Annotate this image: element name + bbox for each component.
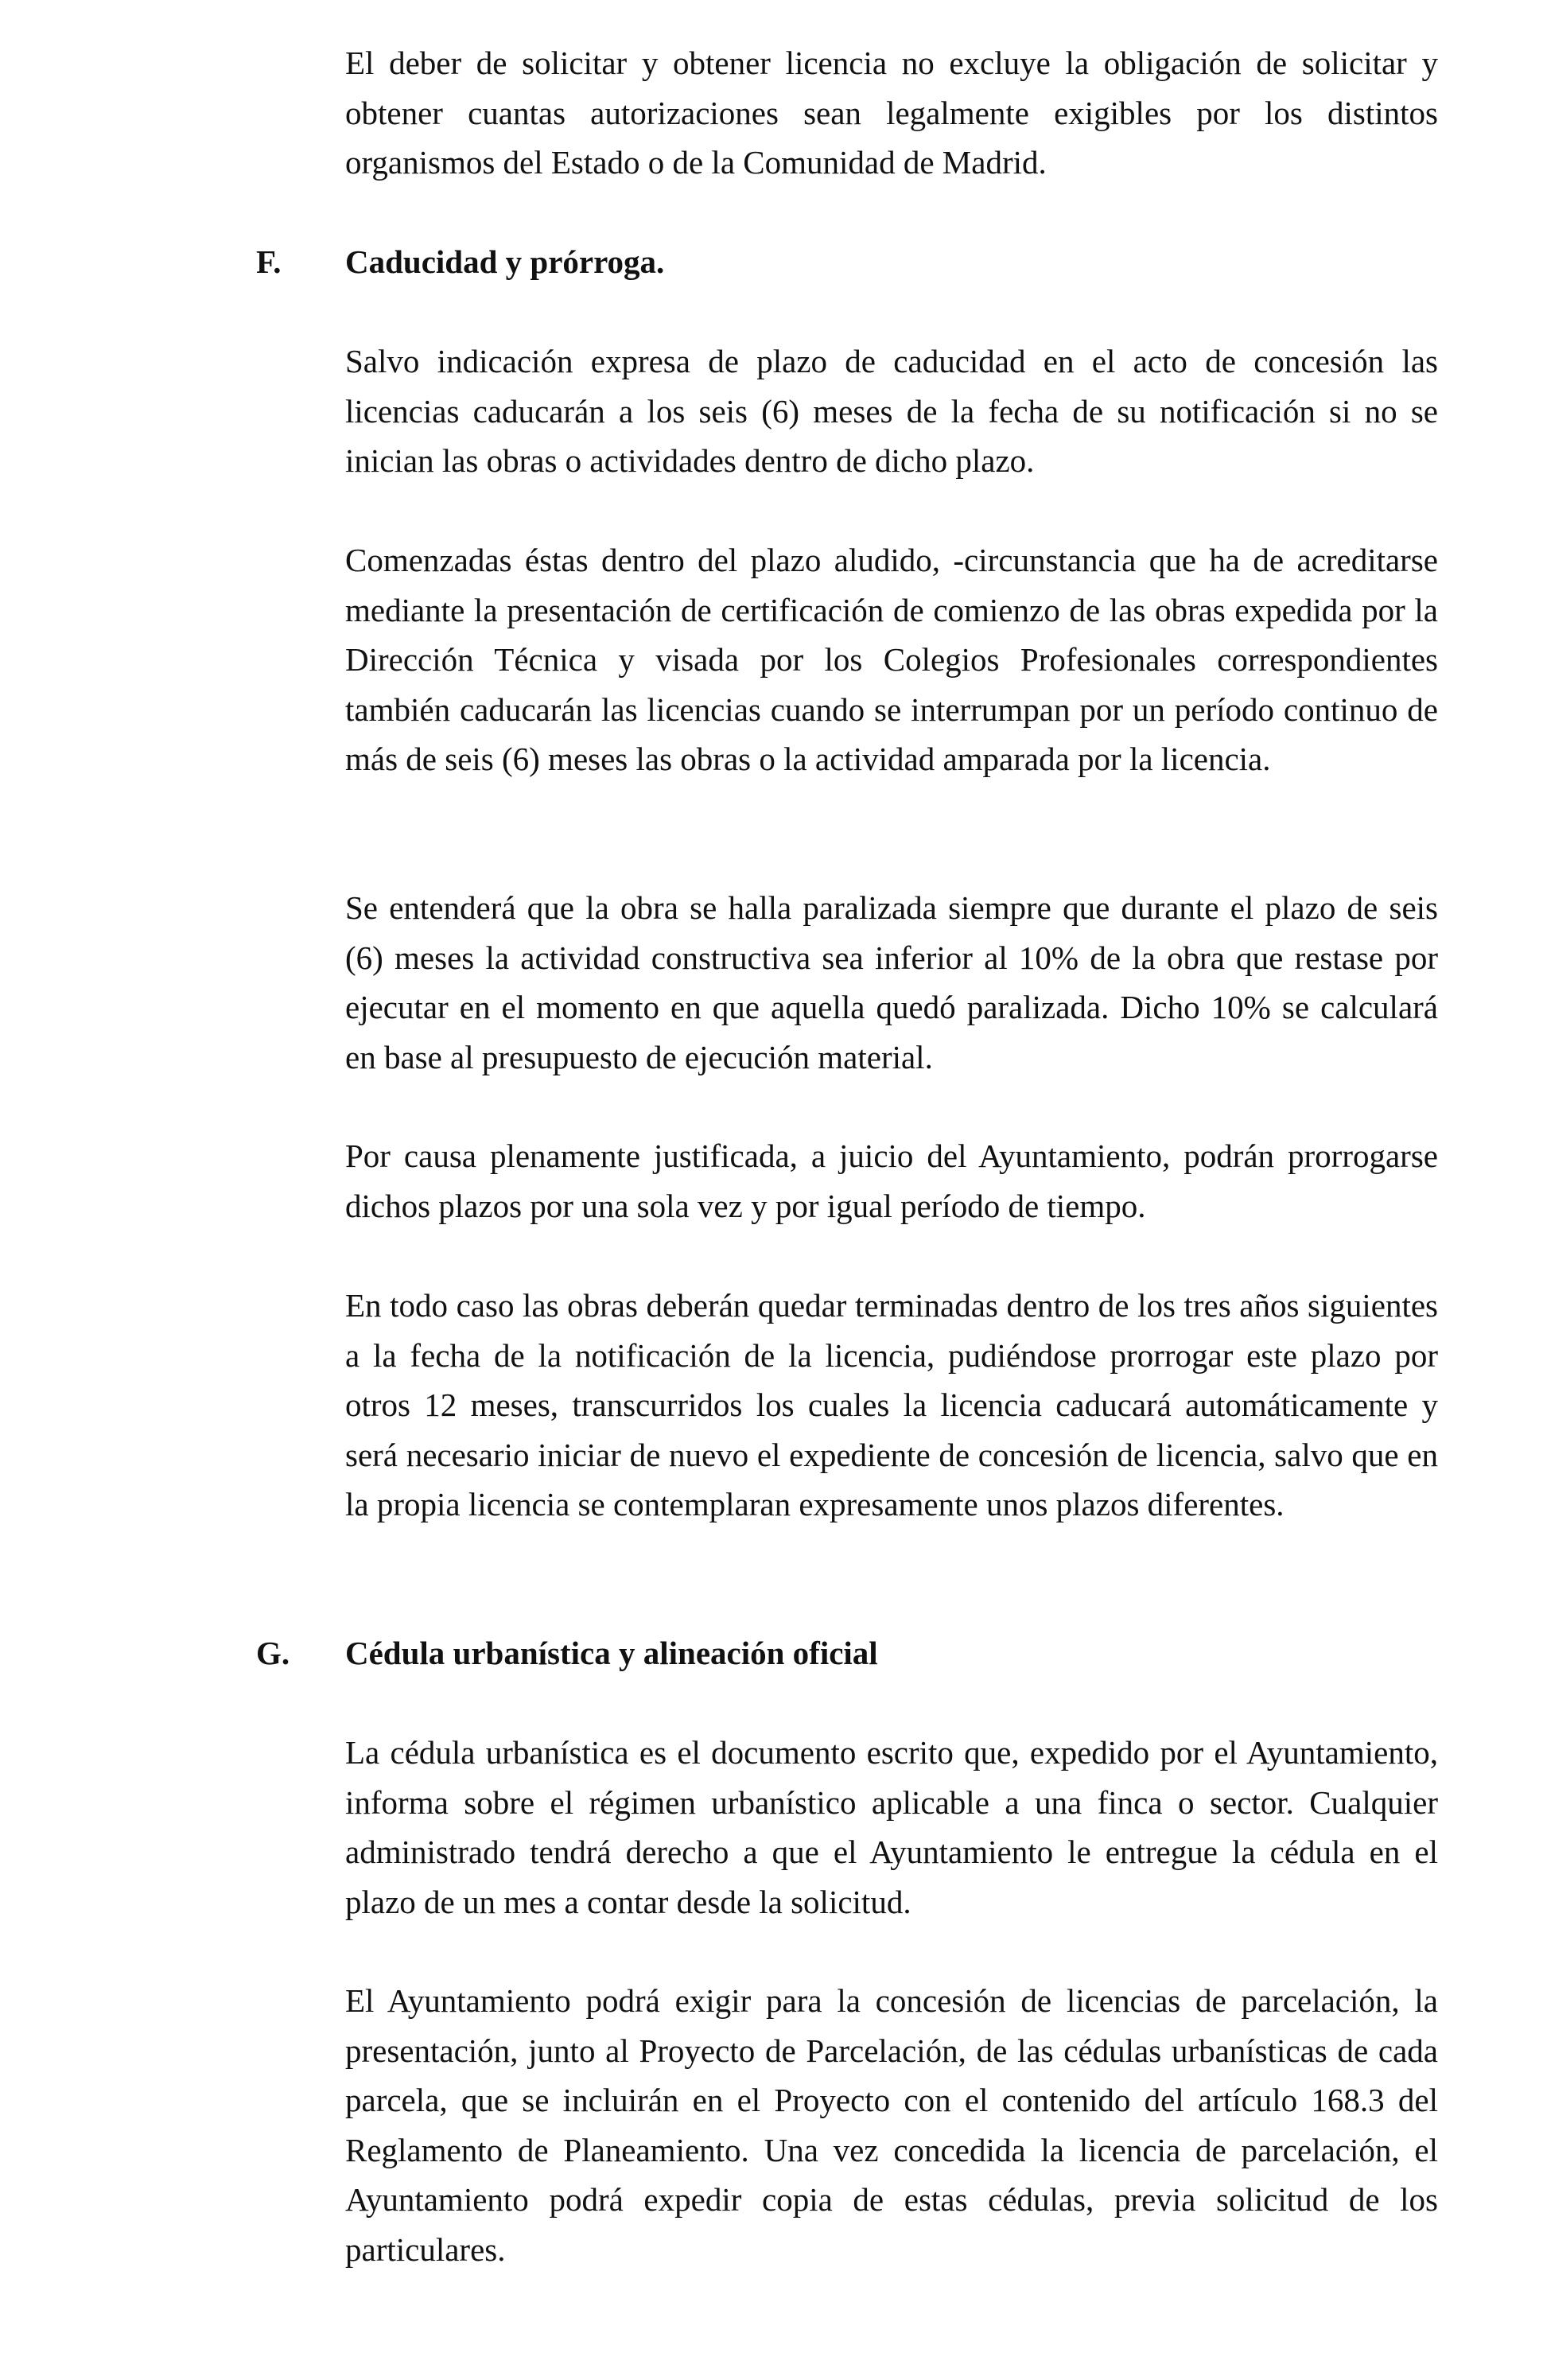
section-g-letter: G. xyxy=(256,1635,290,1671)
section-f-paragraph-2: Comenzadas éstas dentro del plazo aludido, -circunstancia que ha de acreditarse mediante la presentación de certificación de comienzo de las obras expedida por la Dirección Técnica y visada por los Colegios Profesionales correspondientes también caducarán las licencias cuando se interrumpan por un período continuo de más de seis (6) meses las obras o la actividad amparada por la licencia. xyxy=(345,542,1438,777)
section-f-letter: F. xyxy=(256,243,282,280)
section-f-title: Caducidad y prórroga. xyxy=(345,243,665,280)
section-g-title: Cédula urbanística y alineación oficial xyxy=(345,1635,878,1671)
section-g-paragraph-1: La cédula urbanística es el documento escrito que, expedido por el Ayuntamiento, informa sobre el régimen urbanístico aplicable a una finca o sector. Cualquier administrado tendrá derecho a que el Ayuntamiento le entregue la cédula en el plazo de un mes a contar desde la solicitud. xyxy=(345,1734,1438,1920)
intro-paragraph: El deber de solicitar y obtener licencia no excluye la obligación de solicitar y obtener cuantas autorizaciones sean legalmente exigibles por los distintos organismos del Estado o de la Comunidad de Madrid. xyxy=(345,45,1438,181)
section-f-paragraph-5: En todo caso las obras deberán quedar terminadas dentro de los tres años siguientes a la fecha de la notificación de la licencia, pudiéndose prorrogar este plazo por otros 12 meses, transcurridos los cuales la licencia caducará automáticamente y será necesario iniciar de nuevo el expediente de concesión de licencia, salvo que en la propia licencia se contemplaran expresamente unos plazos diferentes. xyxy=(345,1287,1438,1522)
section-f-paragraph-4: Por causa plenamente justificada, a juicio del Ayuntamiento, podrán prorrogarse dichos plazos por una sola vez y por igual período de tiempo. xyxy=(345,1138,1438,1224)
section-g-paragraph-2: El Ayuntamiento podrá exigir para la concesión de licencias de parcelación, la presentación, junto al Proyecto de Parcelación, de las cédulas urbanísticas de cada parcela, que se incluirán en el Proyecto con el contenido del artículo 168.3 del Reglamento de Planeamiento. Una vez concedida la licencia de parcelación, el Ayuntamiento podrá expedir copia de estas cédulas, previa solicitud de los particulares. xyxy=(345,1982,1438,2268)
section-f-paragraph-1: Salvo indicación expresa de plazo de caducidad en el acto de concesión las licencias caducarán a los seis (6) meses de la fecha de su notificación si no se inician las obras o actividades dentro de dicho plazo. xyxy=(345,343,1438,479)
section-f-paragraph-3: Se entenderá que la obra se halla paralizada siempre que durante el plazo de seis (6) meses la actividad constructiva sea inferior al 10% de la obra que restase por ejecutar en el momento en que aquella quedó paralizada. Dicho 10% se calculará en base al presupuesto de ejecución material. xyxy=(345,889,1438,1075)
